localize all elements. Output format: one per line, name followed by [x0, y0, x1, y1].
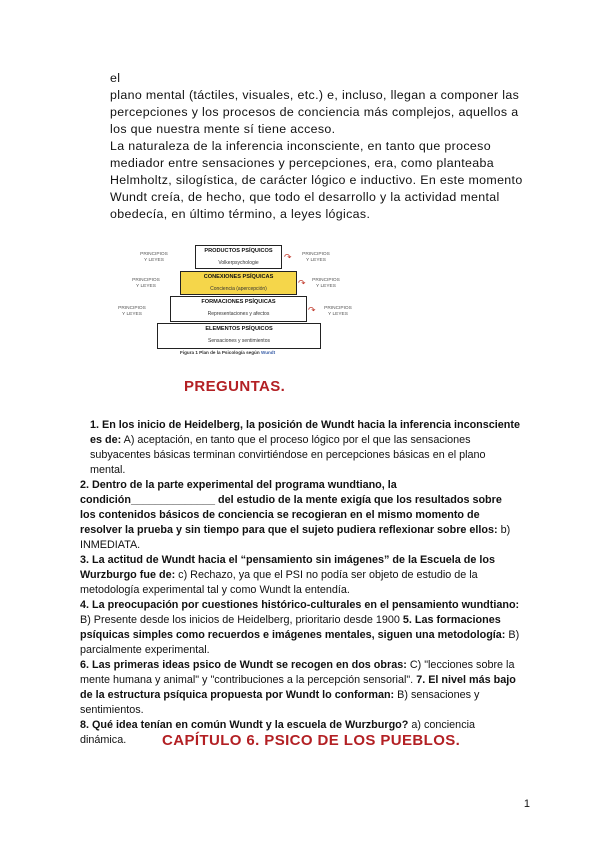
question-text: Las formaciones psíquicas simples como recuerdos e imágenes mentales, siguen una metodología: — [80, 614, 506, 641]
intro-paragraph — [110, 70, 530, 223]
question-text: 3. La actitud de Wundt hacia el “pensamiento sin imágenes” de la Escuela de los Wurzburgo fue de: — [80, 554, 496, 581]
level-title: CONEXIONES PSÍQUICAS — [203, 274, 274, 280]
question-text: 2. Dentro de la parte experimental del programa wundtiano, la condición______________ del estudio de la mente exigía que los resultados sobre los contenidos básicos de conciencia se recogieran en el mismo momento de resolver la prueba y sin tiempo para que el sujeto pudiera reflexionar sobre ellos: — [80, 479, 502, 536]
intro-line: Helmholtz, silogística, de carácter lógico e inductivo. En este momento — [110, 173, 523, 187]
question-6-7 — [80, 658, 520, 718]
answer-text: B) parcialmente experimental. — [80, 629, 520, 656]
question-text: 4. La preocupación por cuestiones histórico-culturales en el pensamiento wundtiano: — [80, 599, 520, 611]
answer-text: B) sensaciones y sentimientos. — [80, 689, 480, 716]
principles-label: PRINCIPIOS Y LEYES — [324, 306, 352, 317]
curved-arrow-icon: ↷ — [284, 252, 292, 262]
level-subtitle: Sensaciones y sentimientos — [208, 338, 270, 344]
question-text: 6. Las primeras ideas psico de Wundt se recogen en dos obras: — [80, 659, 407, 671]
curved-arrow-icon: ↷ — [298, 278, 306, 288]
question-1 — [80, 418, 520, 478]
intro-line: los que nuestra mente sí tiene acceso. — [110, 122, 336, 136]
level-title: PRODUCTOS PSÍQUICOS — [204, 248, 273, 254]
level-subtitle: Conciencia (apercepción) — [210, 286, 267, 292]
intro-line: obedecía, en último término, a leyes lógicas. — [110, 207, 371, 221]
principles-label: PRINCIPIOS Y LEYES — [132, 278, 160, 289]
question-2 — [80, 478, 520, 553]
principles-label: PRINCIPIOS Y LEYES — [312, 278, 340, 289]
curved-arrow-icon: ↷ — [308, 305, 316, 315]
intro-line: percepciones y los procesos de conciencia más complejos, aquellos a — [110, 105, 519, 119]
pyramid-level-elements — [157, 323, 321, 349]
answer-text: c) Rechazo, ya que el PSI no podía ser objeto de estudio de la metodología experimental tal y como Wundt la entendía. — [80, 569, 478, 596]
question-3 — [80, 553, 520, 598]
principles-label: PRINCIPIOS Y LEYES — [140, 252, 168, 263]
answer-text: b) INMEDIATA. — [80, 524, 511, 551]
answer-text: C) "lecciones sobre la mente humana y animal" y "contribuciones a la percepción sensorial". — [80, 659, 515, 686]
figure-caption — [180, 350, 275, 355]
answer-text: A) aceptación, en tanto que el proceso lógico por el que las sensaciones subyacentes básicas terminan convirtiéndose en percepciones básicas en el plano mental. — [90, 434, 486, 476]
intro-line: mediador entre sensaciones y percepciones, era, como planteaba — [110, 156, 494, 170]
answer-text: a) conciencia dinámica. — [80, 719, 475, 746]
answer-text: B) Presente desde los inicios de Heidelberg, prioritario desde 1900 — [80, 614, 400, 626]
question-4-5 — [80, 598, 520, 658]
intro-line: plano mental (táctiles, visuales, etc.) e, incluso, llegan a componer las — [110, 88, 520, 102]
level-title: FORMACIONES PSÍQUICAS — [201, 299, 276, 305]
intro-line: La naturaleza de la inferencia inconsciente, en tanto que proceso — [110, 139, 491, 153]
pyramid-level-products — [195, 245, 282, 269]
questions-list — [80, 418, 520, 748]
question-number: 5. — [402, 614, 412, 626]
question-text: 1. En los inicio de Heidelberg, la posición de Wundt hacia la inferencia inconsciente es de: — [90, 419, 520, 446]
wundt-pyramid-figure — [110, 240, 370, 360]
pyramid-level-formations — [170, 296, 307, 322]
level-subtitle: Volkerpsychologie — [218, 260, 259, 266]
level-subtitle: Representaciones y afectos — [207, 311, 270, 317]
principles-label: PRINCIPIOS Y LEYES — [302, 252, 330, 263]
level-title: ELEMENTOS PSÍQUICOS — [205, 326, 273, 332]
question-text: 8. Qué idea tenían en común Wundt y la escuela de Wurzburgo? — [80, 719, 409, 731]
intro-line: Wundt creía, de hecho, que todo el desarrollo y la actividad mental — [110, 190, 500, 204]
page-number: 1 — [523, 798, 530, 810]
intro-line: el — [110, 71, 121, 85]
caption-text: Figura 1 Plan de la Psicología según — [180, 350, 260, 355]
chapter-heading: CAPÍTULO 6. PSICO DE LOS PUEBLOS. — [162, 732, 461, 749]
pyramid-level-connections — [180, 271, 297, 295]
principles-label: PRINCIPIOS Y LEYES — [118, 306, 146, 317]
caption-wundt: Wundt — [260, 350, 276, 355]
preguntas-heading: PREGUNTAS. — [184, 378, 286, 395]
question-text: 7. El nivel más bajo de la estructura psíquica propuesta por Wundt lo conforman: — [80, 674, 516, 701]
